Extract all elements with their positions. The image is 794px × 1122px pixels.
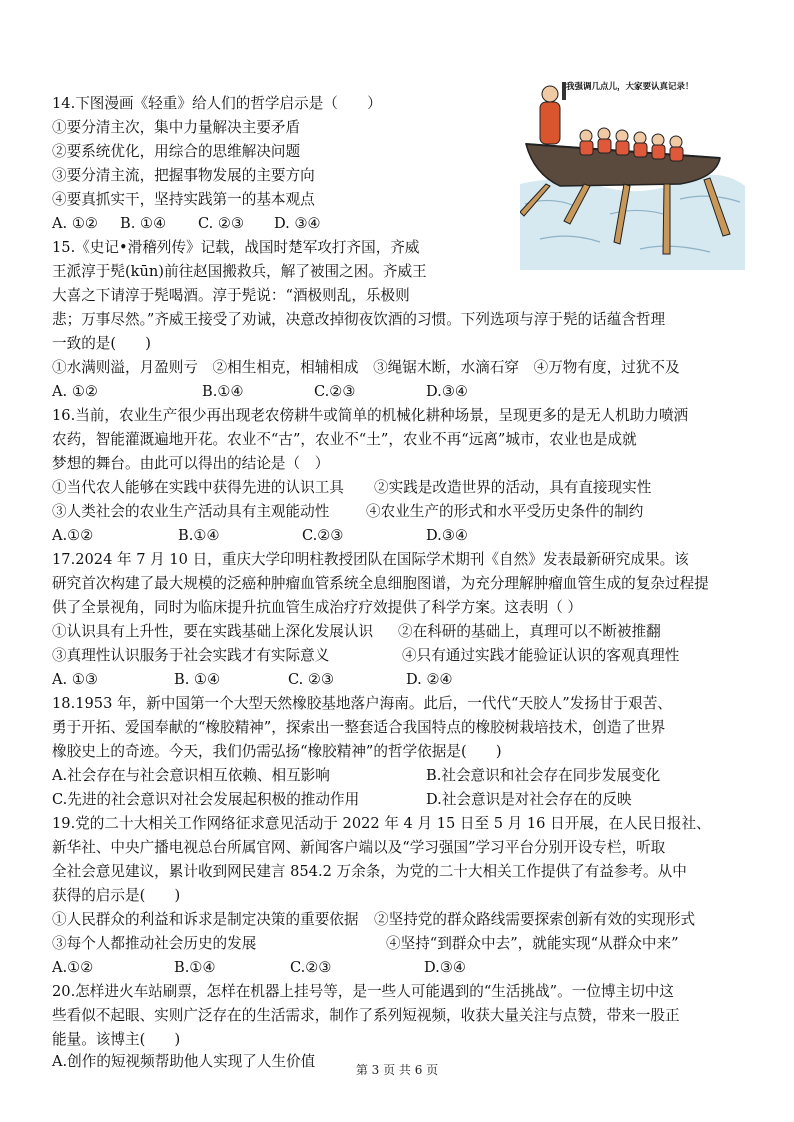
- q17-option-a: A. ①③: [52, 671, 98, 688]
- q17-item-1: ①认识具有上升性，要在实践基础上深化发展认识: [52, 623, 374, 640]
- q14-option-c: C. ②③: [198, 215, 245, 232]
- q20-line-3: 能量。该博主( ): [52, 1031, 181, 1048]
- q20-option-a: A.创作的短视频帮助他人实现了人生价值: [52, 1053, 316, 1070]
- q18-option-c: C.先进的社会意识对社会发展起积极的推动作用: [52, 791, 360, 808]
- q19-item-1: ①人民群众的利益和诉求是制定决策的重要依据: [52, 911, 359, 928]
- q16-item-3: ③人类社会的农业生产活动具有主观能动性: [52, 503, 330, 520]
- q15-line-3: 大喜之下请淳于髡喝酒。淳于髡说：“酒极则乱，乐极则: [52, 287, 410, 304]
- q18-option-d: D.社会意识是对社会存在的反映: [426, 791, 632, 808]
- q17-option-c: C. ②③: [288, 671, 335, 688]
- q17-line-1: 17.2024 年 7 月 10 日，重庆大学印明柱教授团队在国际学术期刊《自然》发表最新研究成果。该: [52, 551, 689, 568]
- q16-item-4: ④农业生产的形式和水平受历史条件的制约: [366, 503, 644, 520]
- q17-item-4: ④只有通过实践才能验证认识的客观真理性: [402, 647, 680, 664]
- q14-item-3: ③要分清主流，把握事物发展的主要方向: [52, 167, 315, 184]
- q15-option-d: D.③④: [426, 383, 468, 400]
- page-number-footer: 第 3 页 共 6 页: [355, 1063, 439, 1077]
- q19-items-row-1: [52, 910, 752, 930]
- q18-line-3: 橡胶史上的奇迹。今天，我们仍需弘扬“橡胶精神”的哲学依据是( ): [52, 743, 502, 760]
- q19-line-2: 新华社、中央广播电视总台所属官网、新闻客户端以及“学习强国”学习平台分别开设专栏，听取: [52, 839, 666, 856]
- q17-items-row-2: [52, 646, 752, 666]
- q17-line-3: 供了全景视角，同时为临床提升抗血管生成治疗疗效提供了科学方案。这表明（ ）: [52, 599, 583, 616]
- q18-line-2: 勇于开拓、爱国奉献的“橡胶精神”，探索出一整套适合我国特点的橡胶树栽培技术，创造了世界: [52, 719, 666, 736]
- q19-item-3: ③每个人都推动社会历史的发展: [52, 935, 257, 952]
- q15-items: ①水满则溢，月盈则亏 ②相生相克，相辅相成 ③绳锯木断，水滴石穿 ④万物有度，过犹不及: [52, 359, 680, 376]
- q17-line-2: 研究首次构建了最大规模的泛癌种肿瘤血管系统全息细胞图谱，为充分理解肿瘤血管生成的复杂过程提: [52, 575, 709, 592]
- q15-option-a: A. ①②: [52, 383, 98, 400]
- q14-option-a: A. ①②: [52, 215, 98, 232]
- q16-line-1: 16.当前，农业生产很少再出现老农傍耕牛或简单的机械化耕种场景，呈现更多的是无人机助力喷洒: [52, 407, 689, 424]
- q14-stem: 14.下图漫画《轻重》给人们的哲学启示是（ ）: [52, 95, 382, 112]
- q17-items-row-1: [52, 622, 752, 642]
- q14-item-2: ②要系统优化，用综合的思维解决问题: [52, 143, 301, 160]
- q16-line-3: 梦想的舞台。由此可以得出的结论是（ ）: [52, 455, 330, 472]
- q17-item-3: ③真理性认识服务于社会实践才有实际意义: [52, 647, 330, 664]
- q19-option-d: D.③④: [424, 959, 466, 976]
- q16-options: [52, 526, 552, 546]
- q18-options-row-1: [52, 766, 752, 786]
- q14-option-b: B. ①④: [120, 215, 167, 232]
- q17-option-b: B. ①④: [174, 671, 221, 688]
- q18-options-row-2: [52, 790, 752, 810]
- q16-items-row-2: [52, 502, 752, 522]
- q16-item-2: ②实践是改造世界的活动，具有直接现实性: [374, 479, 652, 496]
- q15-line-5: 一致的是( ): [52, 335, 151, 352]
- q19-line-3: 全社会意见建议，累计收到网民建言 854.2 万余条，为党的二十大相关工作提供了有益参考。从中: [52, 863, 687, 880]
- q19-items-row-2: [52, 934, 752, 954]
- q17-option-d: D. ②④: [406, 671, 453, 688]
- q17-item-2: ②在科研的基础上，真理可以不断被推翻: [398, 623, 661, 640]
- q15-line-2: 王派淳于髡(kūn)前往赵国搬救兵，解了被围之困。齐威王: [52, 263, 427, 280]
- q15-option-c: C.②③: [314, 383, 356, 400]
- q16-items-row-1: [52, 478, 752, 498]
- q16-option-c: C.②③: [302, 527, 344, 544]
- q14-item-4: ④要真抓实干，坚持实践第一的基本观点: [52, 191, 315, 208]
- q19-option-b: B.①④: [174, 959, 216, 976]
- q14-item-1: ①要分清主次，集中力量解决主要矛盾: [52, 119, 301, 136]
- q19-option-a: A.①②: [52, 959, 94, 976]
- q18-line-1: 18.1953 年，新中国第一个大型天然橡胶基地落户海南。此后，一代代“天胶人”发扬甘于艰苦、: [52, 695, 672, 712]
- cartoon-illustration: [520, 74, 745, 270]
- q19-line-1: 19.党的二十大相关工作网络征求意见活动于 2022 年 4 月 15 日至 5 月 16 日开展，在人民日报社、: [52, 815, 711, 832]
- q14-option-d: D. ③④: [274, 215, 321, 232]
- q14-options: [52, 214, 352, 234]
- q16-item-1: ①当代农人能够在实践中获得先进的认识工具: [52, 479, 344, 496]
- cartoon-caption: 我强调几点儿，大家要认真记录！: [566, 82, 694, 92]
- q19-item-4: ④坚持“到群众中去”，就能实现“从群众中来”: [386, 935, 679, 952]
- q19-options: [52, 958, 552, 978]
- q15-option-b: B.①④: [202, 383, 244, 400]
- q15-options: [52, 382, 552, 402]
- q19-option-c: C.②③: [290, 959, 332, 976]
- q20-line-2: 些看似不起眼、实则广泛存在的生活需求，制作了系列短视频，收获大量关注与点赞，带来一股正: [52, 1007, 680, 1024]
- q20-line-1: 20.怎样进火车站刷票，怎样在机器上挂号等，是一些人可能遇到的“生活挑战”。一位博主切中这: [52, 983, 674, 1000]
- q19-line-4: 获得的启示是( ): [52, 887, 181, 904]
- q18-option-b: B.社会意识和社会存在同步发展变化: [426, 767, 661, 784]
- q15-line-1: 15.《史记•滑稽列传》记载，战国时楚军攻打齐国，齐威: [52, 239, 420, 256]
- q16-option-a: A.①②: [52, 527, 94, 544]
- q15-line-4: 悲；万事尽然。”齐威王接受了劝诫，决意改掉彻夜饮酒的习惯。下列选项与淳于髡的话蕴含哲理: [52, 311, 666, 328]
- q16-option-d: D.③④: [426, 527, 468, 544]
- q16-option-b: B.①④: [178, 527, 220, 544]
- q18-option-a: A.社会存在与社会意识相互依赖、相互影响: [52, 767, 330, 784]
- q19-item-2: ②坚持党的群众路线需要探索创新有效的实现形式: [374, 911, 696, 928]
- q16-line-2: 农药，智能灌溉遍地开花。农业不“古”，农业不“土”，农业不再“远离”城市，农业也是成就: [52, 431, 637, 448]
- q17-options: [52, 670, 552, 690]
